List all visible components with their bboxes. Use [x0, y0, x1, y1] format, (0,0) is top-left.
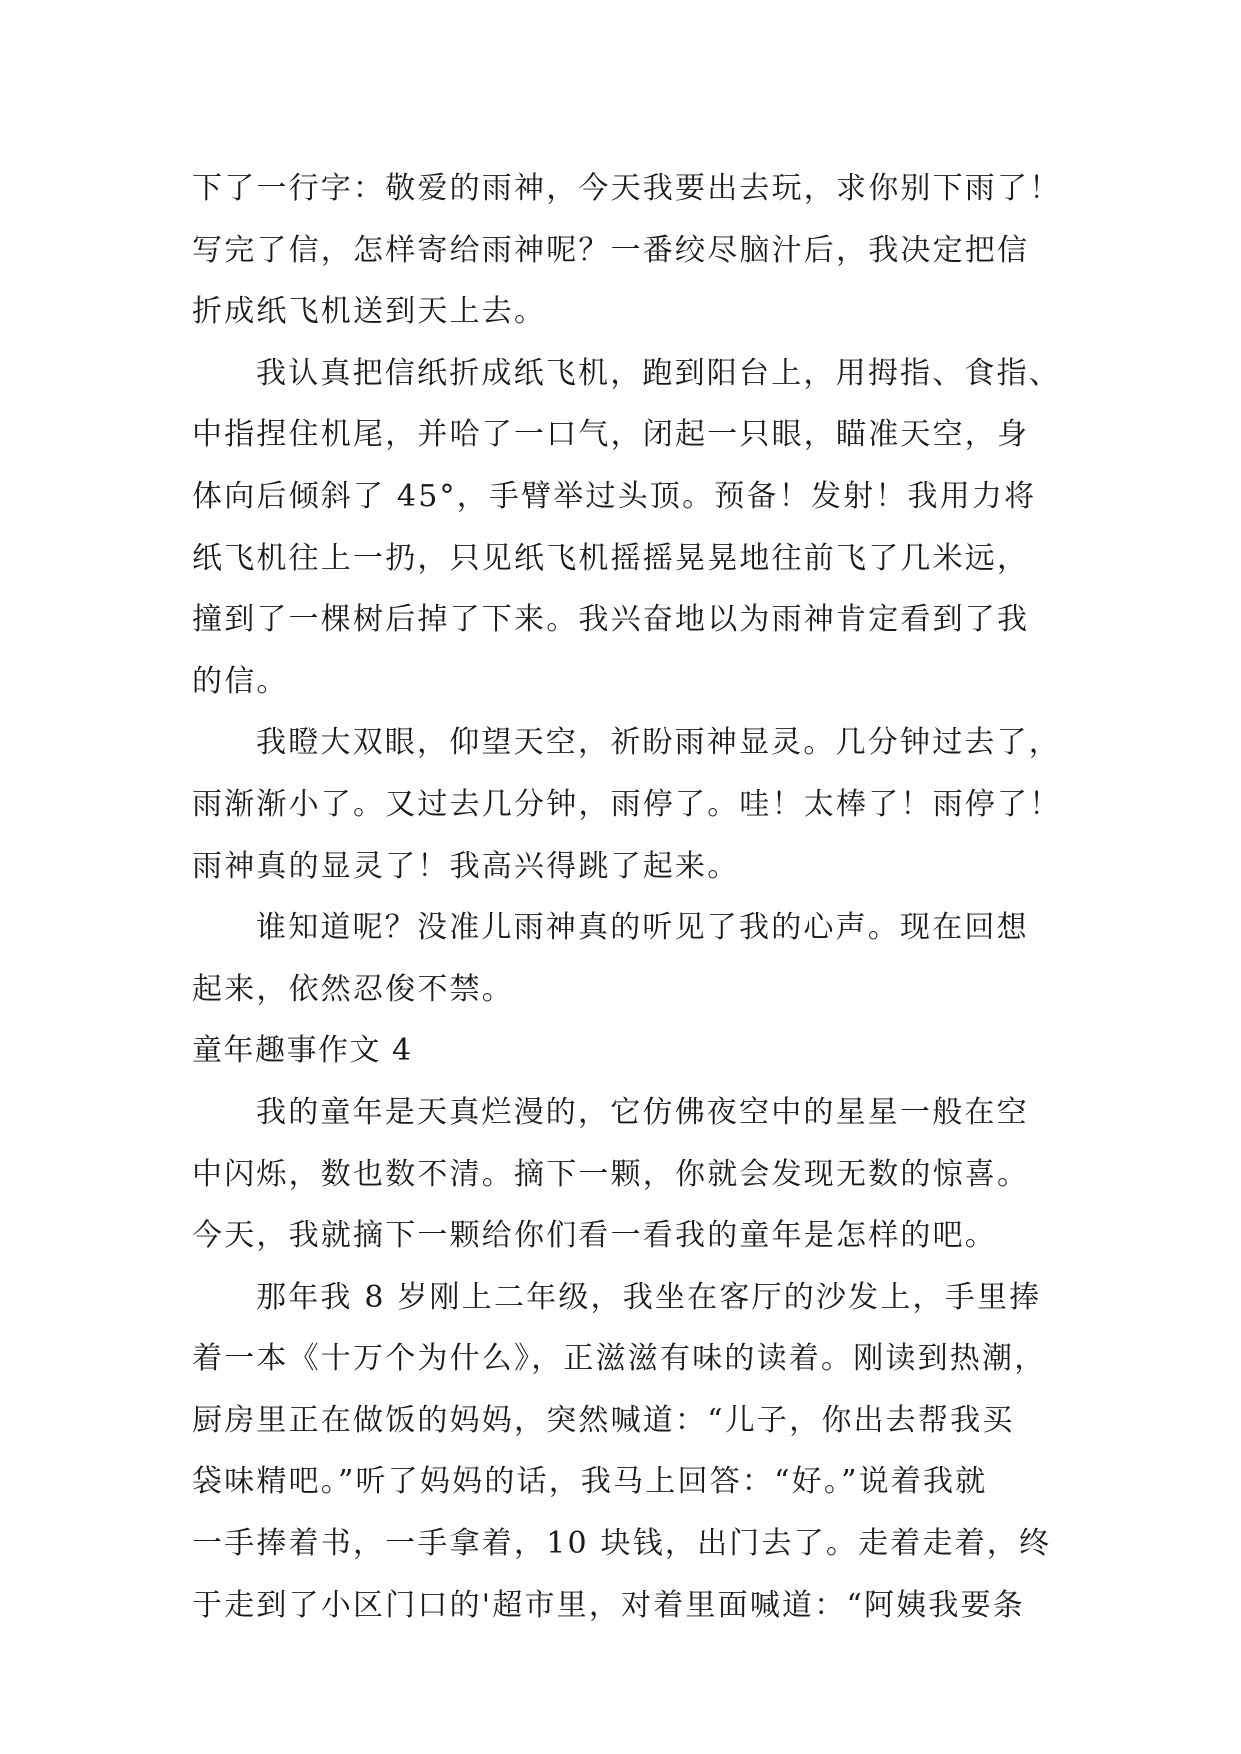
text-line: 中指捏住机尾，并哈了一口气，闭起一只眼，瞄准天空，身: [192, 417, 1030, 453]
paragraph-first-line: 我瞪大双眼，仰望天空，祈盼雨神显灵。几分钟过去了，: [256, 725, 1061, 761]
text-line: 一手捧着书，一手拿着，10 块钱，出门去了。走着走着，终: [192, 1526, 1052, 1562]
text-line: 写完了信，怎样寄给雨神呢？一番绞尽脑汁后，我决定把信: [192, 232, 1030, 268]
paragraph-first-line: 那年我 8 岁刚上二年级，我坐在客厅的沙发上，手里捧: [256, 1279, 1042, 1315]
text-line: 起来，依然忍俊不禁。: [192, 971, 514, 1007]
paragraph-first-line: 我认真把信纸折成纸飞机，跑到阳台上，用拇指、食指、: [256, 355, 1061, 391]
text-line: 体向后倾斜了 45°，手臂举过头顶。预备！发射！我用力将: [192, 478, 1037, 514]
text-line: 雨神真的显灵了！我高兴得跳了起来。: [192, 848, 740, 884]
text-line: 今天，我就摘下一颗给你们看一看我的童年是怎样的吧。: [192, 1218, 997, 1254]
document-body: [192, 158, 1072, 1636]
text-line: 的信。: [192, 663, 289, 699]
section-heading: 童年趣事作文 4: [192, 1033, 413, 1069]
text-line: 下了一行字：敬爱的雨神，今天我要出去玩，求你别下雨了！: [192, 171, 1062, 206]
text-line: 撞到了一棵树后掉了下来。我兴奋地以为雨神肯定看到了我: [192, 602, 1030, 638]
paragraph-first-line: 谁知道呢？没准儿雨神真的听见了我的心声。现在回想: [256, 910, 1029, 946]
text-line: 袋味精吧。”听了妈妈的话，我马上回答：“好。”说着我就: [192, 1464, 988, 1500]
text-line: 雨渐渐小了。又过去几分钟，雨停了。哇！太棒了！雨停了！: [192, 786, 1062, 822]
paragraph-first-line: 我的童年是天真烂漫的，它仿佛夜空中的星星一般在空: [256, 1094, 1029, 1130]
text-line: 纸飞机往上一扔，只见纸飞机摇摇晃晃地往前飞了几米远，: [192, 540, 1030, 576]
text-line: 厨房里正在做饭的妈妈，突然喊道：“儿子，你出去帮我买: [192, 1402, 1015, 1438]
text-line: 着一本《十万个为什么》，正滋滋有味的读着。刚读到热潮，: [192, 1341, 1047, 1377]
text-line: 折成纸飞机送到天上去。: [192, 294, 547, 330]
text-line: 于走到了小区门口的'超市里，对着里面喊道：“阿姨我要条: [192, 1587, 1025, 1623]
text-line: 中闪烁，数也数不清。摘下一颗，你就会发现无数的惊喜。: [192, 1156, 1030, 1192]
